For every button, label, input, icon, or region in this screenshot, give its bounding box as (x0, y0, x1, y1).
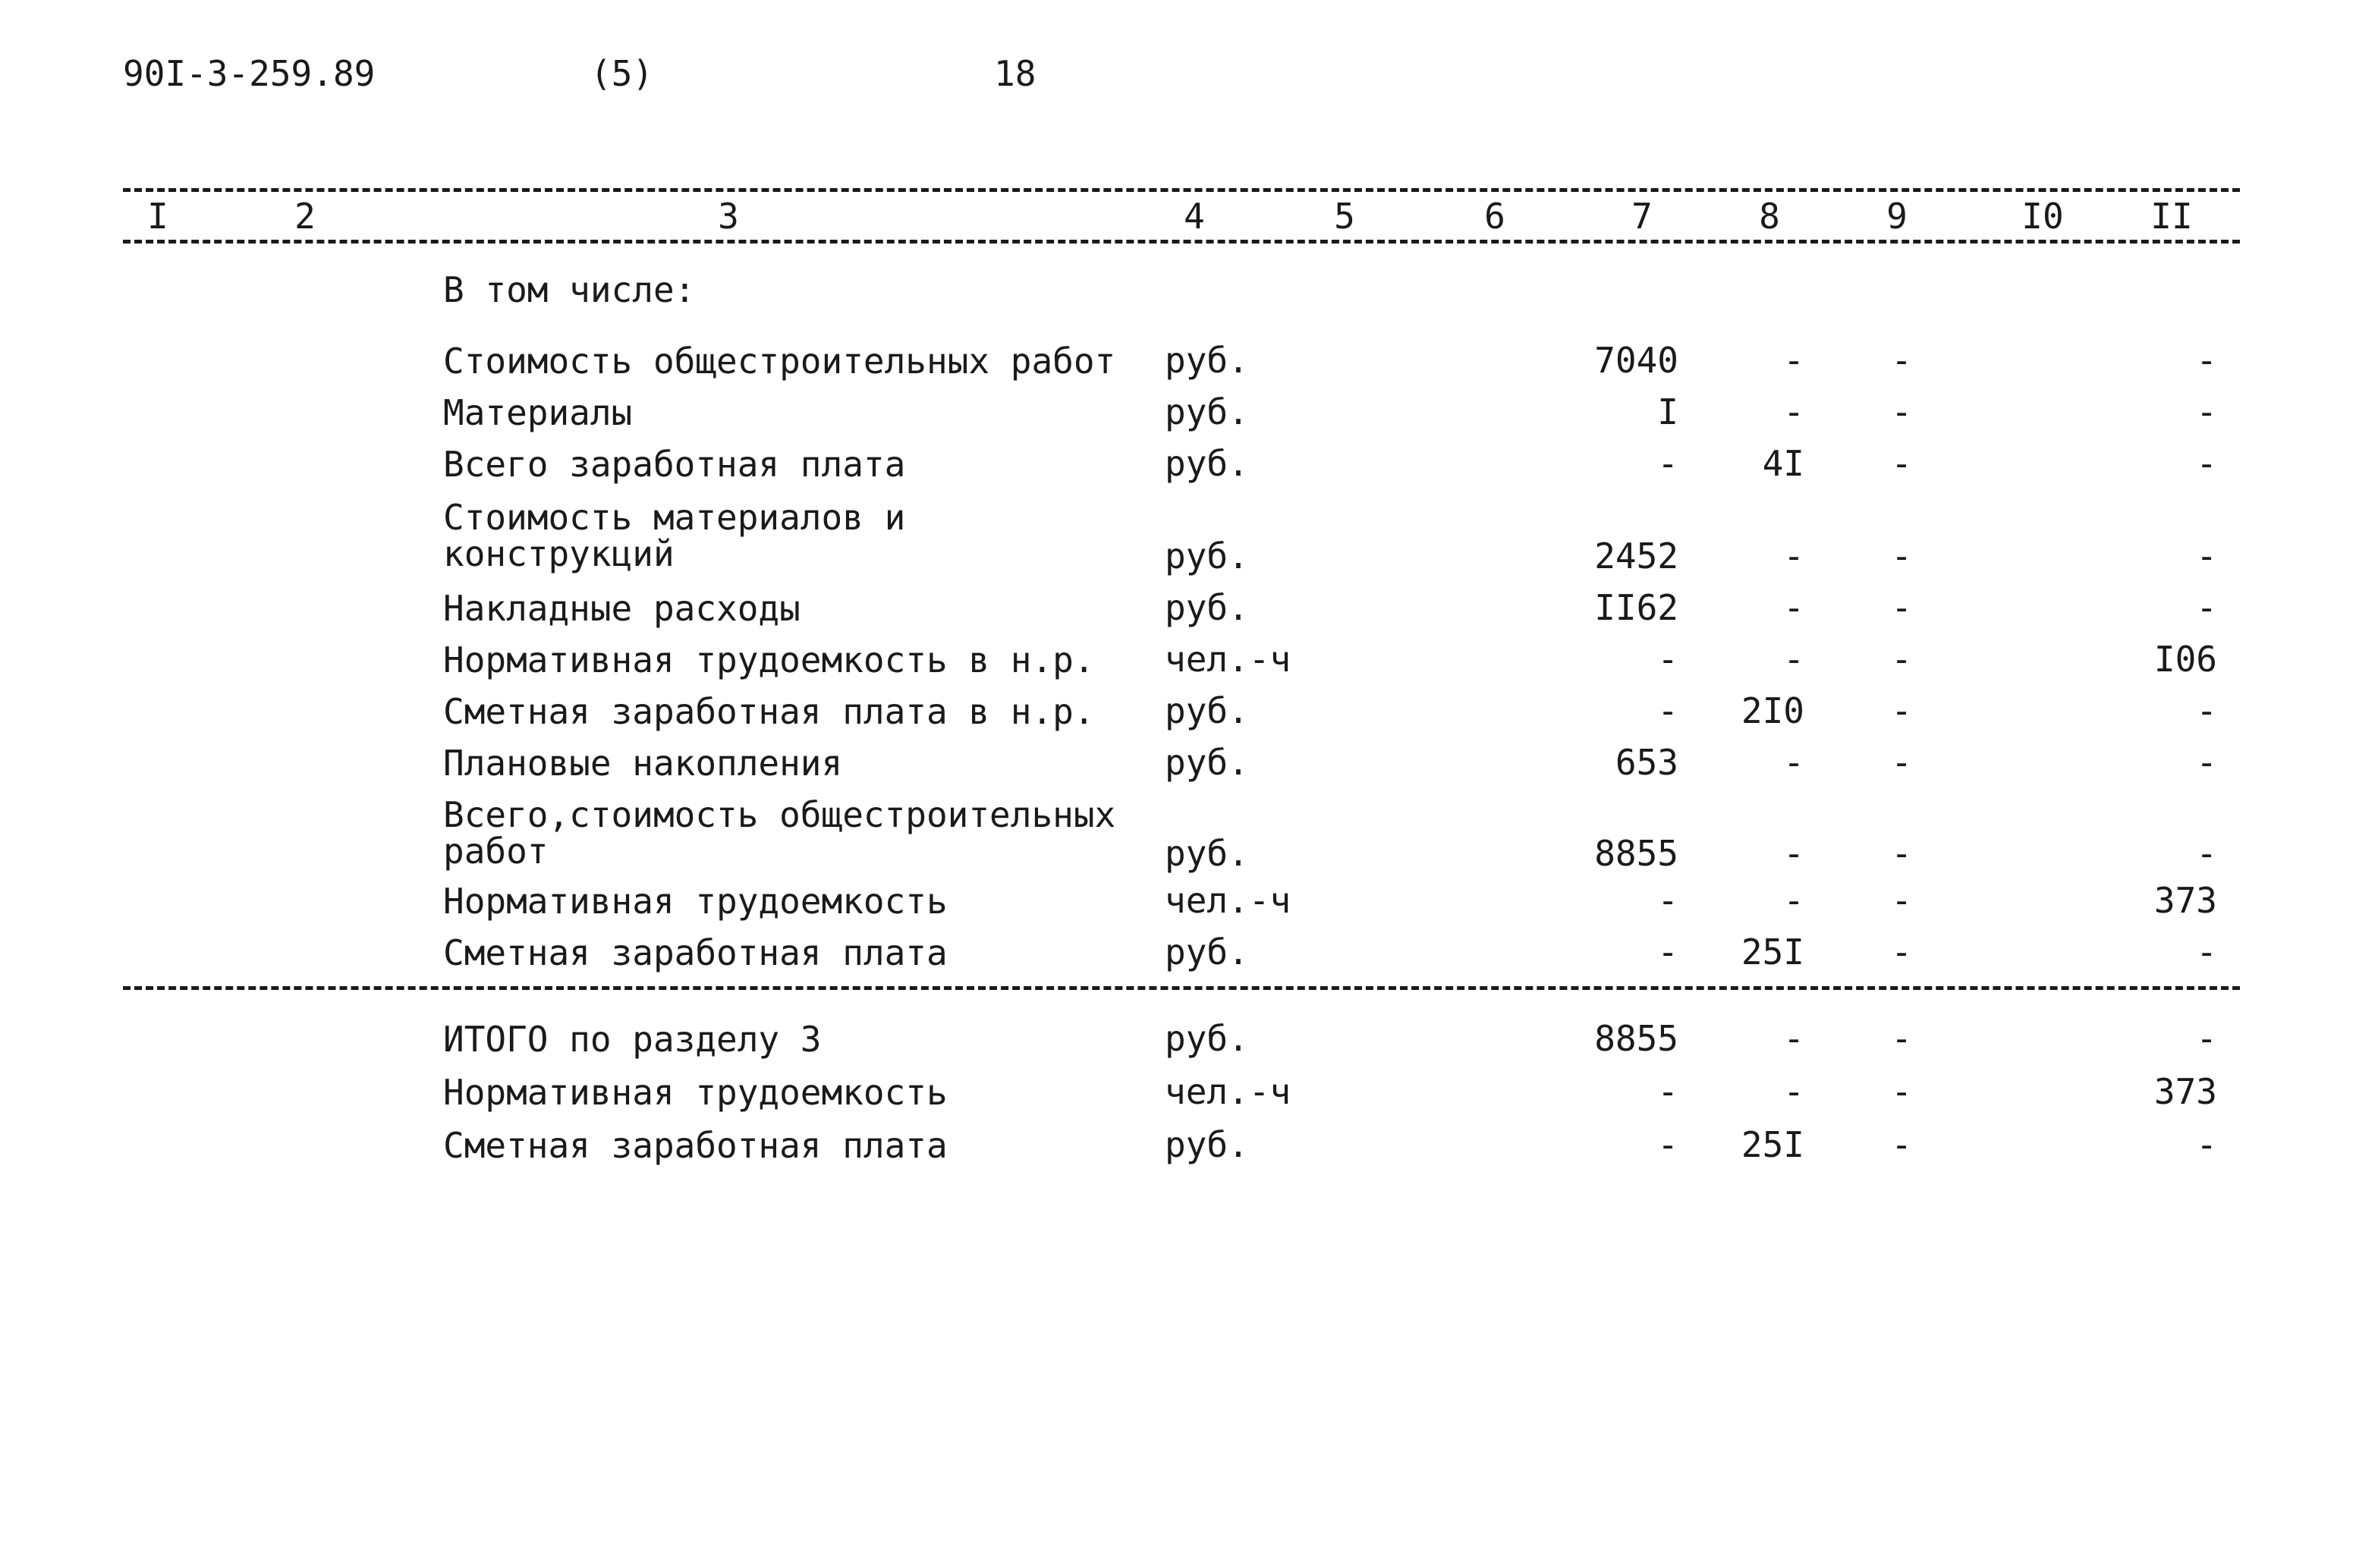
row-label: Материалы (443, 392, 633, 433)
totals-label: Сметная заработная плата (443, 1125, 948, 1166)
row-col8: 2I0 (1741, 690, 1804, 731)
row-col11: - (2196, 443, 2217, 484)
row-label: Нормативная трудоемкость (443, 881, 948, 922)
row-unit: чел.-ч (1165, 880, 1291, 921)
table-row (0, 742, 2375, 797)
totals-col11: - (2196, 1018, 2217, 1059)
document-header (0, 53, 2375, 106)
totals-row (0, 1124, 2375, 1179)
row-col7: - (1657, 932, 1678, 973)
row-label: Сметная заработная плата в н.р. (443, 691, 1095, 732)
totals-col8: - (1783, 1018, 1804, 1059)
table-row (0, 932, 2375, 986)
document-code: 90I-3-259.89 (123, 53, 376, 94)
table-row (0, 499, 2375, 590)
column-number: I (147, 196, 168, 237)
row-label: Нормативная трудоемкость в н.р. (443, 639, 1095, 680)
row-unit: руб. (1165, 932, 1249, 973)
totals-col9: - (1891, 1124, 1912, 1165)
table-row (0, 880, 2375, 935)
row-label: Стоимость материалов и конструкций (443, 497, 906, 574)
totals-label: ИТОГО по разделу 3 (443, 1019, 822, 1060)
row-col11: - (2196, 340, 2217, 381)
row-col8: - (1783, 880, 1804, 921)
row-col7: - (1657, 443, 1678, 484)
totals-col11: - (2196, 1124, 2217, 1165)
row-label: Сметная заработная плата (443, 932, 948, 973)
row-label: Плановые накопления (443, 743, 843, 784)
table-row (0, 443, 2375, 498)
row-col11: - (2196, 833, 2217, 874)
row-unit: руб. (1165, 833, 1249, 874)
row-label: Стоимость общестроительных работ (443, 341, 1116, 382)
row-col8: - (1783, 391, 1804, 432)
row-col11: - (2196, 932, 2217, 973)
row-col7: 8855 (1594, 833, 1678, 874)
row-col7: - (1657, 639, 1678, 680)
column-number: 4 (1184, 196, 1205, 237)
row-col11: - (2196, 536, 2217, 577)
totals-col11: 373 (2153, 1071, 2217, 1112)
column-number: 6 (1484, 196, 1505, 237)
totals-col9: - (1891, 1071, 1912, 1112)
row-unit: руб. (1165, 443, 1249, 484)
row-col9: - (1891, 443, 1912, 484)
row-col9: - (1891, 391, 1912, 432)
row-col8: - (1783, 742, 1804, 783)
document-part: (5) (590, 53, 654, 94)
row-col11: - (2196, 742, 2217, 783)
page-number: 18 (994, 53, 1037, 94)
totals-col9: - (1891, 1018, 1912, 1059)
row-col9: - (1891, 880, 1912, 921)
table-row (0, 690, 2375, 745)
row-unit: руб. (1165, 391, 1249, 432)
row-col8: - (1783, 639, 1804, 680)
row-col9: - (1891, 742, 1912, 783)
row-col7: 653 (1615, 742, 1678, 783)
row-label: Накладные расходы (443, 588, 801, 629)
row-col11: - (2196, 587, 2217, 628)
row-col8: - (1783, 340, 1804, 381)
row-unit: руб. (1165, 742, 1249, 783)
row-col7: 2452 (1594, 536, 1678, 577)
table-row (0, 340, 2375, 394)
totals-unit: руб. (1165, 1124, 1249, 1165)
row-col8: - (1783, 833, 1804, 874)
row-col8: 25I (1741, 932, 1804, 973)
totals-col7: - (1657, 1071, 1678, 1112)
totals-unit: руб. (1165, 1018, 1249, 1059)
totals-col7: 8855 (1594, 1018, 1678, 1059)
column-number: 3 (718, 196, 739, 237)
column-number-header (0, 196, 2375, 241)
totals-label: Нормативная трудоемкость (443, 1072, 948, 1113)
row-col7: - (1657, 690, 1678, 731)
row-label: Всего заработная плата (443, 444, 906, 485)
row-unit: чел.-ч (1165, 639, 1291, 680)
totals-col8: 25I (1741, 1124, 1804, 1165)
row-col11: 373 (2153, 880, 2217, 921)
column-number: 5 (1334, 196, 1355, 237)
totals-unit: чел.-ч (1165, 1071, 1291, 1112)
column-number: II (2150, 196, 2193, 237)
row-unit: руб. (1165, 536, 1249, 577)
totals-col8: - (1783, 1071, 1804, 1112)
section-heading-row (0, 269, 2375, 323)
totals-col7: - (1657, 1124, 1678, 1165)
table-top-rule (123, 188, 2240, 192)
section-heading: В том числе: (443, 269, 696, 310)
column-header-rule (123, 240, 2240, 244)
column-number: I0 (2021, 196, 2064, 237)
row-col7: II62 (1594, 587, 1678, 628)
row-col8: 4I (1762, 443, 1804, 484)
row-col9: - (1891, 587, 1912, 628)
row-col7: - (1657, 880, 1678, 921)
table-row (0, 794, 2375, 888)
table-row (0, 587, 2375, 642)
column-number: 8 (1759, 196, 1780, 237)
column-number: 9 (1886, 196, 1908, 237)
row-col9: - (1891, 932, 1912, 973)
row-col11: - (2196, 391, 2217, 432)
row-col9: - (1891, 639, 1912, 680)
row-col9: - (1891, 690, 1912, 731)
row-col9: - (1891, 340, 1912, 381)
column-number: 7 (1631, 196, 1653, 237)
row-label: Всего,стоимость общестроительных работ (443, 794, 1116, 872)
row-col8: - (1783, 536, 1804, 577)
totals-separator-rule (123, 986, 2240, 990)
row-unit: руб. (1165, 340, 1249, 381)
row-col7: 7040 (1594, 340, 1678, 381)
row-col9: - (1891, 536, 1912, 577)
row-col9: - (1891, 833, 1912, 874)
row-col11: - (2196, 690, 2217, 731)
row-col8: - (1783, 587, 1804, 628)
column-number: 2 (294, 196, 316, 237)
row-unit: руб. (1165, 690, 1249, 731)
totals-row (0, 1071, 2375, 1126)
row-col7: I (1657, 391, 1678, 432)
table-row (0, 639, 2375, 693)
row-unit: руб. (1165, 587, 1249, 628)
table-row (0, 391, 2375, 446)
row-col11: I06 (2153, 639, 2217, 680)
totals-row (0, 1018, 2375, 1073)
